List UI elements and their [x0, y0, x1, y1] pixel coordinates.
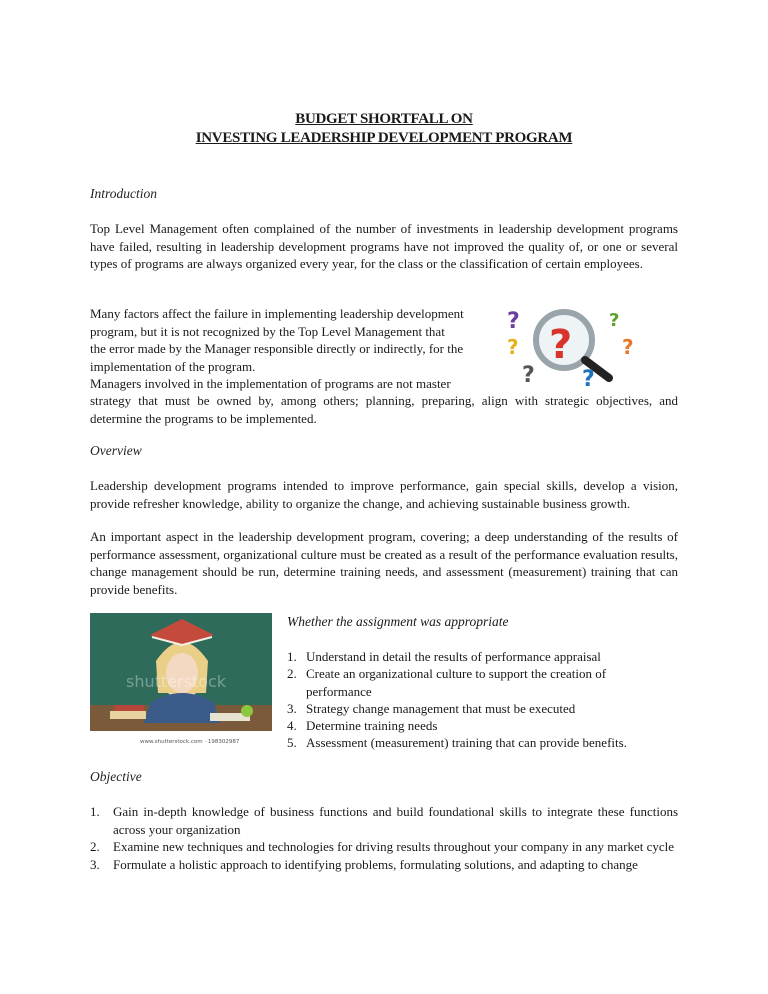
list-text: Determine training needs: [306, 718, 438, 734]
student-photo: [90, 613, 272, 749]
intro-line: implementation of the program.: [90, 358, 256, 374]
list-item: [287, 717, 667, 734]
list-text: Understand in detail the results of performance appraisal: [306, 649, 601, 664]
objective-heading: Objective: [90, 769, 142, 784]
svg-text:?: ?: [507, 309, 520, 334]
overview-heading: Overview: [90, 443, 142, 458]
list-item: [287, 734, 667, 751]
list-item: [287, 648, 667, 665]
svg-text:?: ?: [507, 335, 519, 359]
question-mark-icon: [522, 363, 535, 388]
introduction-heading: Introduction: [90, 186, 157, 201]
list-item: [90, 838, 678, 856]
list-number: 2.: [287, 666, 297, 682]
list-item: [90, 803, 678, 838]
list-number: 3.: [90, 856, 100, 872]
title-line-2: INVESTING LEADERSHIP DEVELOPMENT PROGRAM: [195, 130, 573, 146]
list-item: [90, 856, 678, 874]
list-number: 3.: [287, 700, 297, 716]
list-text: Strategy change management that must be executed: [306, 700, 576, 716]
assignment-heading: Whether the assignment was appropriate: [287, 614, 509, 629]
list-text: Create an organizational culture to support the creation of performance: [306, 666, 607, 699]
introduction-paragraph-2: [90, 305, 484, 393]
question-mark-icon: [507, 309, 520, 334]
svg-text:?: ?: [549, 322, 573, 368]
list-number: 1.: [90, 804, 100, 819]
assignment-list: [287, 648, 667, 752]
list-text: Examine new techniques and technologies for driving results throughout your company in any market cycle: [113, 839, 675, 854]
list-number: 4.: [287, 718, 297, 734]
title-line-1: BUDGET SHORTFALL ON: [295, 111, 473, 127]
question-marks-magnifier-illustration: [497, 304, 667, 390]
list-item: [287, 700, 667, 717]
list-number: 1.: [287, 649, 297, 664]
svg-text:?: ?: [522, 363, 535, 388]
magnifying-glass-icon: [536, 312, 609, 378]
introduction-paragraph-2-tail: strategy that must be owned by, among others; planning, preparing, align with strategic objectives, and determine the programs to be implemented.: [90, 393, 678, 426]
list-text: Formulate a holistic approach to identifying problems, formulating solutions, and adapting to change: [113, 856, 638, 872]
list-text: Gain in-depth knowledge of business functions and build foundational skills to integrate these functions across your organization: [113, 804, 678, 837]
photo-caption: www.shutterstock.com · 198302987: [140, 739, 240, 745]
intro-line: Managers involved in the implementation of programs are not master: [90, 376, 451, 391]
svg-text:?: ?: [622, 335, 634, 359]
intro-line: program, but it is not recognized by the Top Level Management that: [90, 323, 445, 339]
list-text: Assessment (measurement) training that can provide benefits.: [306, 735, 627, 751]
introduction-paragraph-1: Top Level Management often complained of the number of investments in leadership development programs have failed, resulting in leadership development programs have not improved the quality of, or one or several types of programs are always organized every year, for the class or the classification of certain employees.: [90, 221, 678, 271]
overview-paragraph-2: An important aspect in the leadership development program, covering; a deep understanding of the results of performance assessment, organizational culture must be created as a result of the performance evaluation results, change management should be run, determine training needs, and assessment (measurement) training that can provide benefits.: [90, 529, 678, 597]
intro-line: Many factors affect the failure in implementing leadership development: [90, 306, 464, 321]
list-item: [287, 665, 667, 700]
objective-list: [90, 803, 678, 873]
svg-text:?: ?: [582, 367, 595, 390]
list-number: 2.: [90, 839, 100, 854]
question-mark-icon: [622, 335, 634, 359]
photo-watermark: shutterstock: [126, 672, 227, 691]
question-mark-icon: [507, 335, 519, 359]
list-number: 5.: [287, 735, 297, 751]
svg-text:?: ?: [609, 310, 620, 331]
overview-paragraph-1: Leadership development programs intended to improve performance, gain special skills, develop a vision, provide refresher knowledge, ability to organize the change, and achieving sustainable business growth.: [90, 478, 678, 511]
document-title: [90, 110, 678, 148]
question-mark-icon: [609, 310, 619, 331]
intro-line: the error made by the Manager responsible directly or indirectly, for the: [90, 341, 464, 356]
